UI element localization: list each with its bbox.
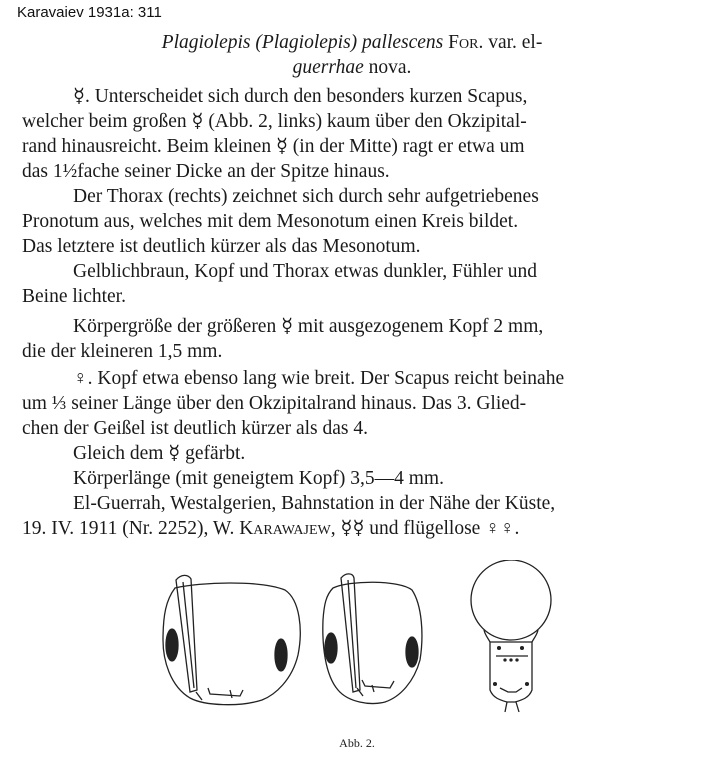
nova-label: nova. bbox=[368, 57, 412, 78]
species-name: Plagiolepis (Plagiolepis) pallescens bbox=[161, 32, 444, 53]
citation-header: Karavaiev 1931a: 311 bbox=[17, 4, 162, 21]
body-line-9: Beine lichter. bbox=[22, 286, 126, 307]
body-line-8: Gelblichbraun, Kopf und Thorax etwas dunkler, Fühler und bbox=[73, 261, 538, 282]
body-line-1: ☿. Unterscheidet sich durch den besonders kurzen Scapus, bbox=[73, 86, 528, 107]
body-line-5: Der Thorax (rechts) zeichnet sich durch sehr aufgetriebenes bbox=[73, 186, 539, 207]
body-line-17: El-Guerrah, Westalgerien, Bahnstation in der Nähe der Küste, bbox=[73, 493, 556, 514]
taxon-title-line-1 bbox=[22, 30, 682, 55]
body-line-13: um ⅓ seiner Länge über den Okzipitalrand hinaus. Das 3. Glied- bbox=[22, 393, 527, 414]
variety-name: guerrhae bbox=[292, 57, 364, 78]
figure-abb-2 bbox=[0, 560, 714, 730]
body-line-3: rand hinausreicht. Beim kleinen ☿ (in der Mitte) ragt er etwa um bbox=[22, 136, 525, 157]
figure-caption: Abb. 2. bbox=[339, 736, 375, 750]
body-line-10: Körpergröße der größeren ☿ mit ausgezogenem Kopf 2 mm, bbox=[73, 316, 544, 337]
body-line-7: Das letztere ist deutlich kürzer als das Mesonotum. bbox=[22, 236, 421, 257]
body-line-11: die der kleineren 1,5 mm. bbox=[22, 341, 223, 362]
body-line-6: Pronotum aus, welches mit dem Mesonotum einen Kreis bildet. bbox=[22, 211, 519, 232]
variety-label: var. el- bbox=[488, 32, 543, 53]
body-line-16: Körperlänge (mit geneigtem Kopf) 3,5—4 mm. bbox=[73, 468, 444, 489]
body-line-12: ♀. Kopf etwa ebenso lang wie breit. Der Scapus reicht beinahe bbox=[73, 368, 565, 389]
body-line-2: welcher beim großen ☿ (Abb. 2, links) kaum über den Okzipital- bbox=[22, 111, 527, 132]
thorax-drawing bbox=[471, 560, 551, 712]
species-author: For. bbox=[448, 32, 484, 53]
small-worker-head-drawing bbox=[323, 574, 422, 704]
large-worker-head-drawing bbox=[163, 575, 300, 704]
taxon-title-line-2 bbox=[22, 55, 682, 80]
material-note: , ☿☿ und flügellose ♀♀. bbox=[330, 518, 520, 539]
collector-name: Karawajew bbox=[239, 518, 331, 539]
body-line-18 bbox=[22, 516, 519, 541]
body-line-14: chen der Geißel ist deutlich kürzer als das 4. bbox=[22, 418, 369, 439]
body-line-15: Gleich dem ☿ gefärbt. bbox=[73, 443, 246, 464]
collection-date: 19. IV. 1911 (Nr. 2252), W. bbox=[22, 518, 235, 539]
body-line-4: das 1½fache seiner Dicke an der Spitze hinaus. bbox=[22, 161, 390, 182]
